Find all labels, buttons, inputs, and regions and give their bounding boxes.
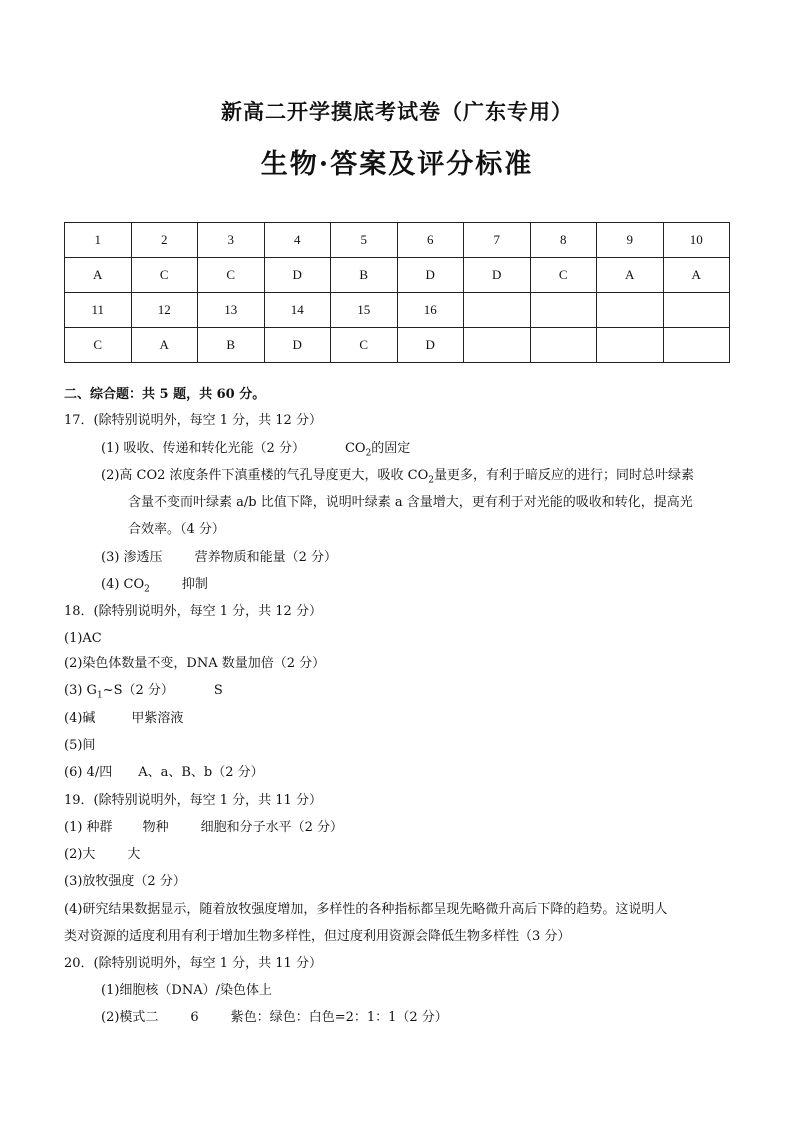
q19-2b: 大 [127,847,141,862]
q20-2c: 紫色：绿色：白色=2：1：1（2 分） [230,1010,448,1025]
answer-table-cell: C [65,328,132,363]
answer-table-cell: A [131,328,198,363]
q18-answer-1: (1)AC [64,631,102,646]
answer-table-cell: 6 [397,223,464,258]
answer-table-cell: D [397,328,464,363]
answer-table-cell [663,293,730,328]
q20-2b: 6 [190,1010,199,1025]
answer-table-cell: A [663,258,730,293]
q18-3a-post: ~S（2 分） [102,683,174,698]
answer-table-cell: A [65,258,132,293]
answer-table-row [65,293,730,328]
answer-table-cell: 14 [264,293,331,328]
answer-table-cell [530,293,597,328]
answer-table-cell: 4 [264,223,331,258]
q19-1a: (1) 种群 [64,820,113,835]
q18-answer-6 [64,764,264,782]
answer-table-cell: D [397,258,464,293]
answer-table-cell: 9 [597,223,664,258]
answer-table-cell [597,328,664,363]
answer-table-cell: D [264,328,331,363]
q19-heading: 19．(除特别说明外，每空 1 分，共 11 分） [64,793,322,808]
answer-table-cell: D [464,258,531,293]
answer-table-cell: C [331,328,398,363]
q18-heading: 18．(除特别说明外，每空 1 分，共 12 分） [64,604,322,619]
q17-heading: 17．(除特别说明外，每空 1 分，共 12 分） [64,413,322,428]
q20-answer-2 [101,1009,448,1027]
q20-answer-1: (1)细胞核（DNA）/染色体上 [101,983,272,998]
section-heading: 二、综合题：共 5 题，共 60 分。 [64,387,266,402]
q19-answer-2 [64,846,140,864]
q17-1a: (1) 吸收、传递和转化光能（2 分） [101,441,305,456]
answer-table-cell: D [264,258,331,293]
q18-answer-2: (2)染色体数量不变，DNA 数量加倍（2 分） [64,656,326,671]
answer-table-cell: B [198,328,265,363]
q17-answer-3 [101,549,337,567]
q18-answer-4 [64,710,183,728]
q19-answer-4-line2: 类对资源的适度利用有利于增加生物多样性，但过度利用资源会降低生物多样性（3 分） [64,929,571,944]
answer-table-cell [464,293,531,328]
answer-table-cell: 16 [397,293,464,328]
answer-table-cell: B [331,258,398,293]
q19-answer-1 [64,819,343,837]
answer-subtitle: 生物·答案及评分标准 [260,149,534,180]
q18-4b: 甲紫溶液 [131,711,184,726]
answer-table-cell: 5 [331,223,398,258]
answer-table-cell: A [597,258,664,293]
q19-answer-3: (3)放牧强度（2 分） [64,874,186,889]
q20-2a: (2)模式二 [101,1010,159,1025]
answer-table-cell: 11 [65,293,132,328]
q17-2-sub: 2 [428,475,435,486]
answer-table-cell [597,293,664,328]
q18-answer-5: (5)间 [64,738,96,753]
answer-table-cell: 15 [331,293,398,328]
exam-title: 新高二开学摸底考试卷（广东专用） [221,99,573,124]
answer-table-cell [464,328,531,363]
answer-table-row [65,328,730,363]
answer-table-cell [530,328,597,363]
answer-table-cell: C [131,258,198,293]
q19-2a: (2)大 [64,847,96,862]
q17-2-text-b: 量更多，有利于暗反应的进行；同时总叶绿素 [434,468,695,483]
q18-3b: S [213,683,223,698]
q17-4a-sub: 2 [144,584,150,595]
answer-table [64,222,730,363]
q17-answer-1 [101,440,410,463]
q18-6b: A、a、B、b（2 分） [138,765,264,780]
q17-answer-2-line2: 含量不变而叶绿素 a/b 比值下降，说明叶绿素 a 含量增大，更有利于对光能的吸收和转化，提高光 [128,495,693,510]
q19-1c: 细胞和分子水平（2 分） [200,820,343,835]
q17-answer-4 [101,576,208,599]
answer-table-cell: 2 [131,223,198,258]
answer-table-cell: 12 [131,293,198,328]
q17-3a: (3) 渗透压 [101,550,163,565]
q17-4a: (4) CO [101,577,145,592]
q18-3a-sub: 1 [96,690,103,701]
q17-1b-post: 的固定 [371,441,411,456]
q19-answer-4-line1: (4)研究结果数据显示，随着放牧强度增加，多样性的各种指标都呈现先略微升高后下降的趋势。这说明人 [64,902,668,917]
q17-answer-2-line1 [101,467,694,490]
answer-table-cell: 3 [198,223,265,258]
q17-answer-2-line3: 合效率。（4 分） [128,522,225,537]
q18-3a: (3) G [64,683,97,698]
q18-6a: (6) 4/四 [64,765,113,780]
answer-table-cell: C [530,258,597,293]
answer-table-cell: 8 [530,223,597,258]
q18-answer-3 [64,682,223,705]
answer-table-cell: 1 [65,223,132,258]
q17-1b-pre: CO [344,441,366,456]
q20-heading: 20．(除特别说明外，每空 1 分，共 11 分） [64,956,322,971]
q17-3b: 营养物质和能量（2 分） [194,550,337,565]
answer-table-cell [663,328,730,363]
answer-table-cell: 10 [663,223,730,258]
q17-4b: 抑制 [181,577,208,592]
answer-table-cell: 13 [198,293,265,328]
answer-table-cell: C [198,258,265,293]
answer-table-cell: 7 [464,223,531,258]
answer-table-row [65,223,730,258]
q19-1b: 物种 [142,820,169,835]
q17-1b-sub: 2 [365,448,372,459]
q17-2-text-a: (2)高 CO2 浓度条件下滇重楼的气孔导度更大，吸收 CO [101,468,429,483]
answer-table-row [65,258,730,293]
q18-4a: (4)碱 [64,711,96,726]
